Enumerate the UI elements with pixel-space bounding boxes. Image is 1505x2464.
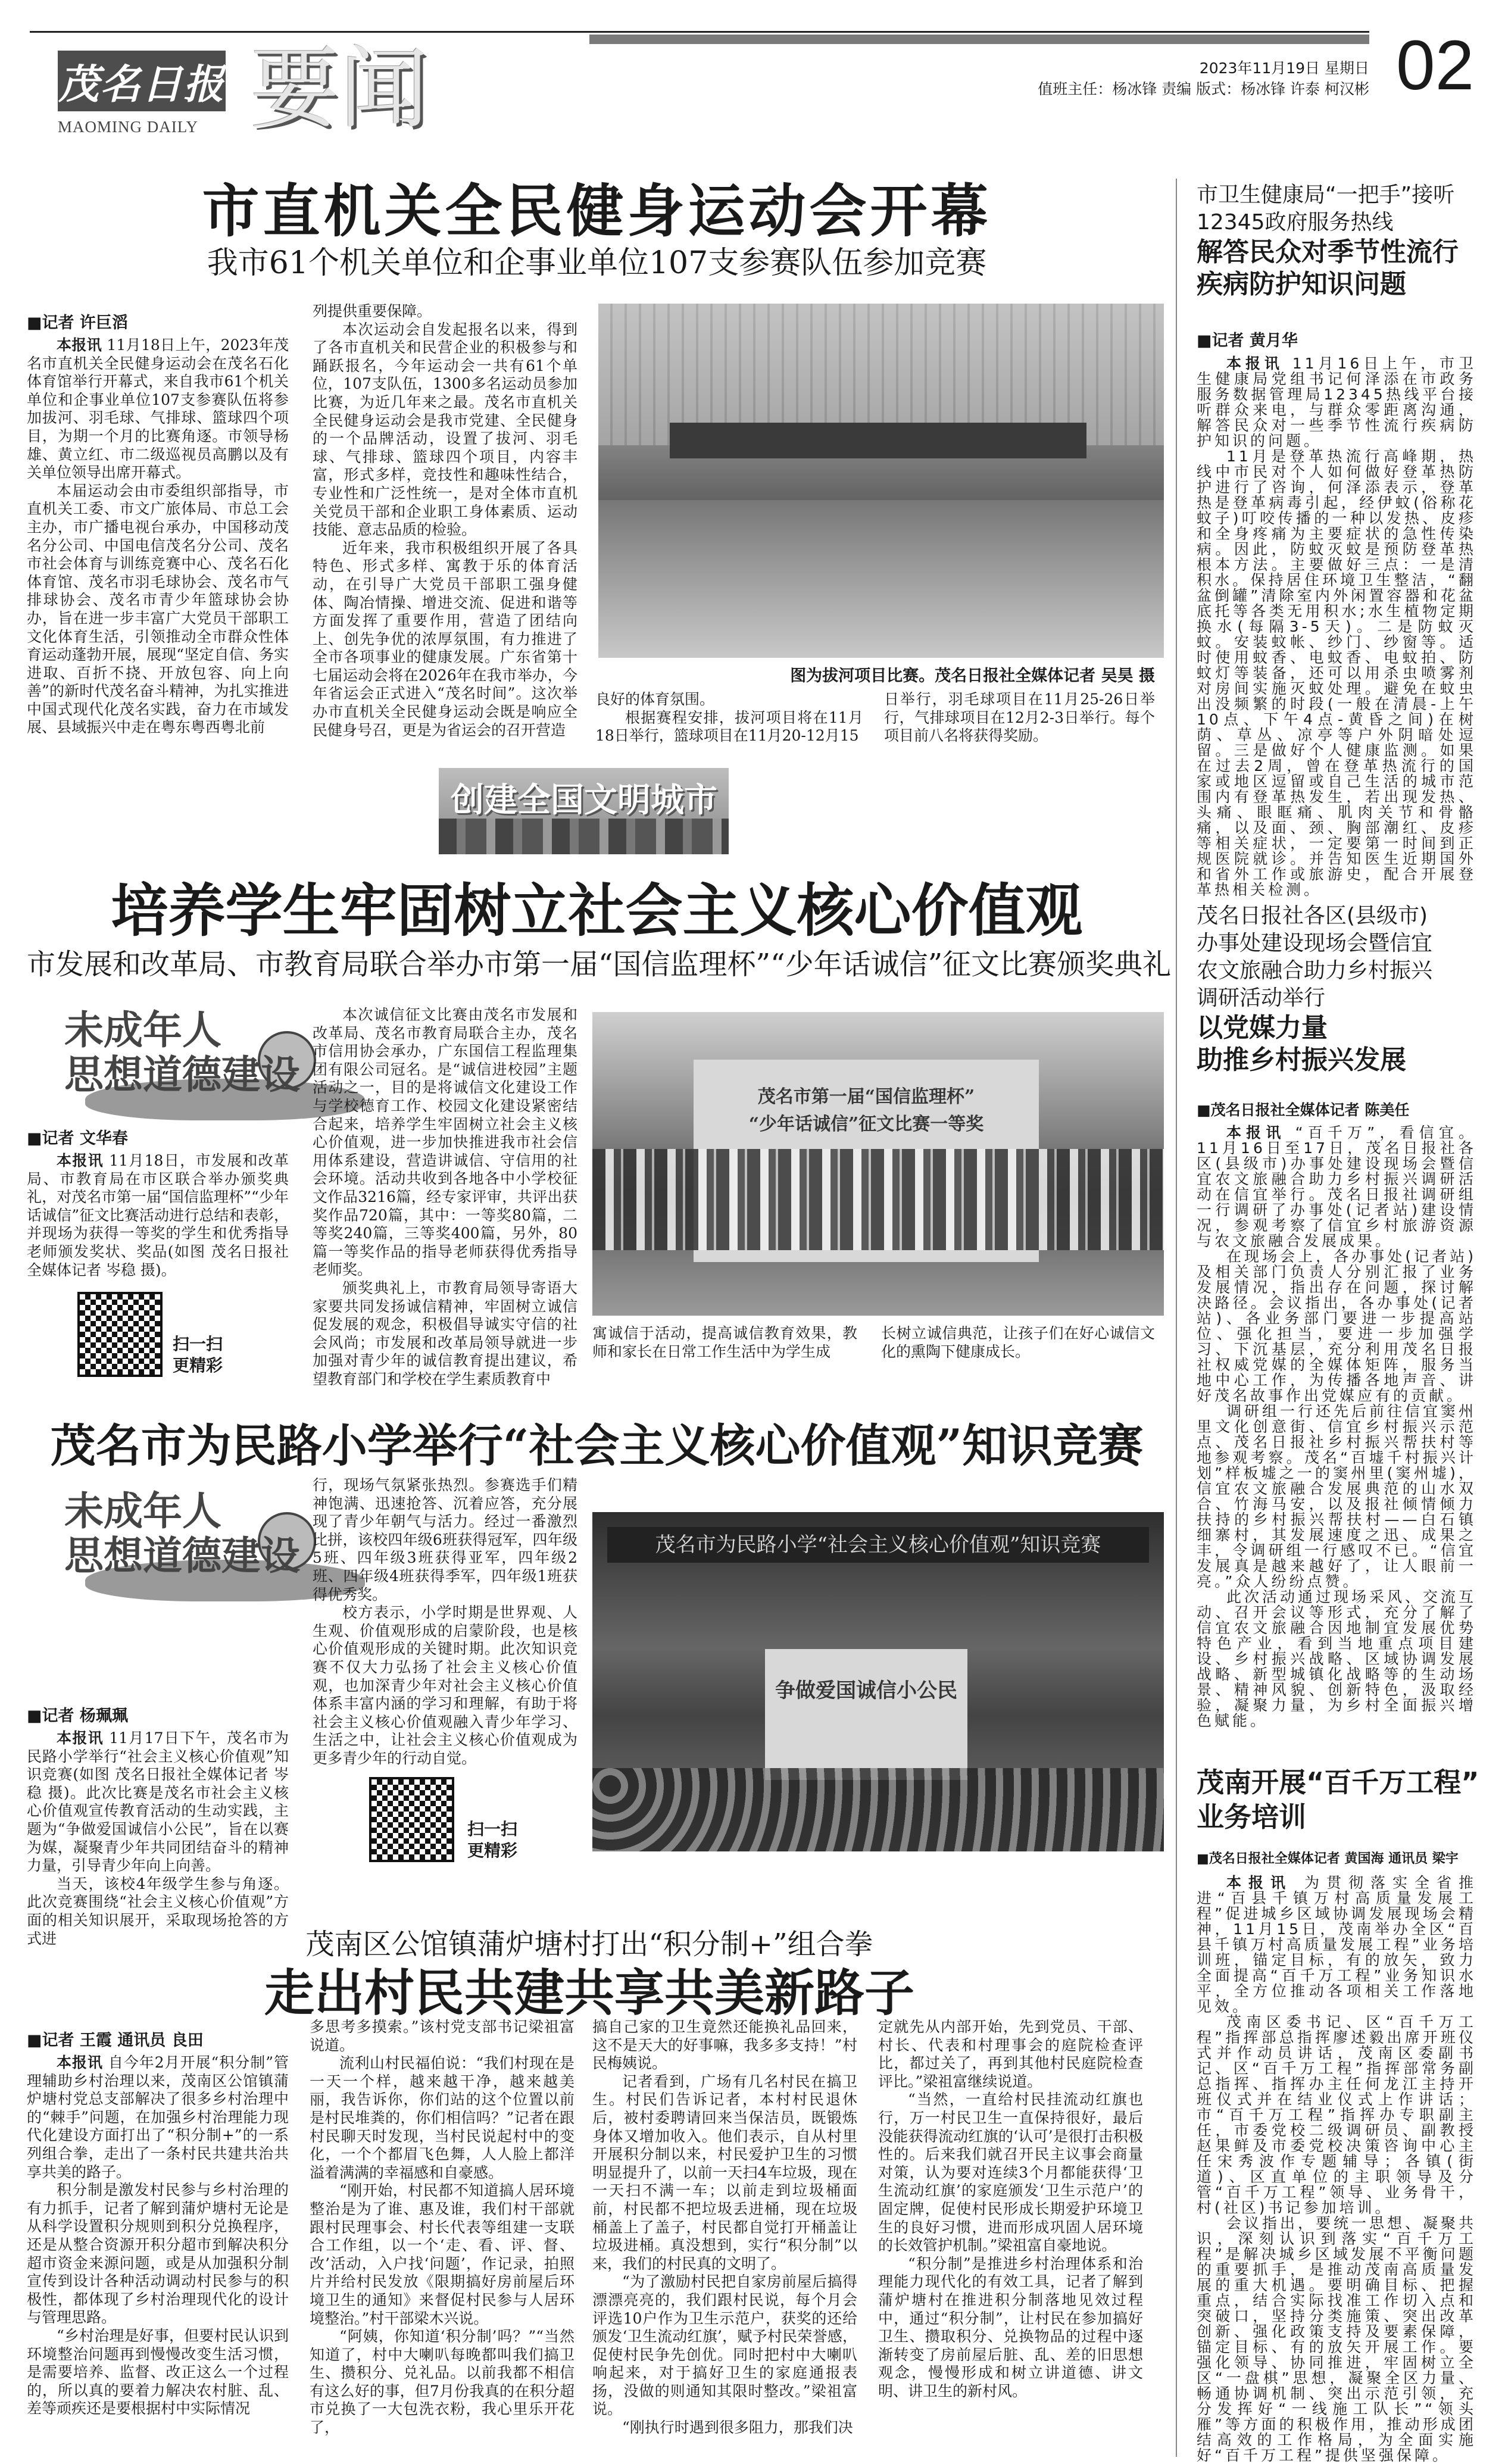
article1-subheadline: 我市61个机关单位和企事业单位107支参赛队伍参加竞赛 xyxy=(207,245,987,281)
paragraph: 长树立诚信典范，让孩子们在好心诚信文化的熏陶下健康成长。 xyxy=(881,1325,1155,1360)
article1-col3 xyxy=(595,691,863,745)
headline-line: 疾病防护知识问题 xyxy=(1197,269,1406,299)
newspaper-logo xyxy=(58,51,226,111)
headline-line: 解答民众对季节性流行 xyxy=(1197,237,1459,267)
column-divider xyxy=(1176,179,1177,2457)
paragraph: 行，现场气氛紧张热烈。参赛选手们精神饱满、迅速抢答、沉着应答，充分展现了青少年朝气与活力。经过一番激烈比拼，该校四年级6班获得冠军，四年级5班、四年级3班获得亚军，四年级2班、四年级4班获得季军，四年级1班获得优秀奖。 xyxy=(313,1476,577,1603)
article3-col1 xyxy=(27,1729,289,1948)
article2-headline: 培养学生牢固树立社会主义核心价值观 xyxy=(111,877,1083,944)
tug-of-war-photo xyxy=(598,304,1164,658)
sidebar-a-headline xyxy=(1197,182,1488,301)
paragraph: 积分制是激发村民参与乡村治理的有力抓手，记者了解到蒲炉塘村无论是从科学设置积分规则到积分兑换程序，还是从整合资源开积分超市到解决积分超市资金来源问题，或是从加强积分制宣传到设计各种活动调动村民参与的积极性，都体现了乡村治理现代化的设计与管理思路。 xyxy=(27,2181,289,2326)
logo-text: 茂名日报 xyxy=(58,60,225,108)
sidebar-c-headline xyxy=(1197,1765,1488,1834)
article4-byline: ■记者 王霞 通讯员 良田 xyxy=(27,2031,204,2050)
banner-text: 创建全国文明城市 xyxy=(451,781,717,820)
page-number: 02 xyxy=(1396,26,1475,105)
sidebar-b-body xyxy=(1197,1125,1476,1729)
paragraph: 近年来，我市积极组织开展了各具特色、形式多样、寓教于乐的体育活动，在引导广大党员干部职工强身健体、陶冶情操、增进交流、促进和谐等方面发挥了重要作用，营造了团结向上、创先争优的浓厚氛围，有力推进了全市各项事业的健康发展。广东省第十七届运动会将在2026年在我市举办，今年省运会正式进入“茂名时间”。这次举办市直机关全民健身运动会既是响应全民健身号召，更是为省运会的召开营造 xyxy=(313,539,577,739)
article4-headline: 走出村民共建共享共美新路子 xyxy=(264,1963,914,2022)
section-title: 要闻 xyxy=(250,38,429,141)
lead-text: 本报讯 xyxy=(1226,1874,1293,1891)
award-ceremony-photo xyxy=(592,1012,1164,1316)
sidebar-b-byline: ■茂名日报社全媒体记者 陈美任 xyxy=(1197,1101,1410,1119)
qr-label-line1: 扫一扫 xyxy=(173,1334,223,1354)
column-logo-line1: 未成年人 xyxy=(64,1488,221,1534)
kicker-line: 农文旅融合助力乡村振兴 xyxy=(1197,958,1433,983)
qr-code[interactable] xyxy=(369,1777,454,1862)
logo-english: MAOMING DAILY xyxy=(58,118,199,136)
paragraph: “刚执行时遇到很多阻力，那我们决 xyxy=(622,2419,853,2437)
sidebar-b-headline xyxy=(1197,902,1488,1076)
paragraph: 本报讯 11月16日上午，市卫生健康局党组书记何泽添在市政务服务数据管理局12345热线平台接听群众来电，与群众零距离沟通，解答民众对一些季节性流行疾病防护知识的问题。 xyxy=(1197,355,1476,449)
paragraph: 搞自己家的卫生竟然还能换礼品回来，这不是天大的好事嘛，我多多支持！”村民梅姨说。 xyxy=(592,2018,857,2072)
paragraph: 本届运动会由市委组织部指导，市直机关工委、市文广旅体局、市总工会主办，市广播电视台承办，中国移动茂名分公司、中国电信茂名分公司、茂名市社会体育与训练竞赛中心、茂名石化体育馆、茂名市羽毛球协会、茂名市气排球协会、茂名市青少年篮球协会协办，旨在进一步丰富广大党员干部职工文化体育生活，引领推动全市群众性体育运动蓬勃开展，展现“坚定自信、务实进取、百折不挠、开放包容、向上向善”的新时代茂名奋斗精神，为扎实推进中国式现代化茂名实践，奋力在市域发展、县域振兴中走在粤东粤西粤北前 xyxy=(27,482,289,736)
headline-line: 以党媒力量 xyxy=(1197,1013,1328,1043)
paragraph: 流利山村民福伯说：“我们村现在是一天一个样，越来越干净，越来越美丽，我告诉你，你们站的这个位置以前是村民堆粪的，你们相信吗？”记者在跟村民聊天时发现，当村民说起村中的变化，一个个都眉飞色舞，人人脸上都洋溢着满满的幸福感和自豪感。 xyxy=(310,2054,574,2181)
article4-col2 xyxy=(310,2018,574,2437)
paragraph: 良好的体育氛围。 xyxy=(595,691,715,708)
article1-byline: ■记者 许巨滔 xyxy=(27,314,128,332)
lead-text: 本报讯 xyxy=(1226,1124,1286,1141)
headline-line: 茂南开展“百千万工程” xyxy=(1197,1766,1479,1798)
article2-col2 xyxy=(313,1006,577,1388)
article3-headline: 茂名市为民路小学举行“社会主义核心价值观”知识竞赛 xyxy=(50,1419,1144,1472)
paragraph: 会议指出，要统一思想、凝聚共识，深刻认识到落实“百千万工程”是解决城乡区域发展不平衡问题的重要抓手，是推动茂南高质量发展的重大机遇。要明确目标、把握重点，结合实际找准工作切入点和突破口，坚持分类施策、突出改革创新、强化政策支持及要素保障，锚定目标、有的放矢开展工作。要强化领导、协同推进，牢固树立全区“一盘棋”思想，凝聚全区力量、畅通协调机制、突出示范引领，充分发挥好“一线施工队长”“领头雁”等方面的积极作用，推动形成团结高效的工作格局，为全面实施好“百千万工程”提供坚强保障。 xyxy=(1197,2215,1477,2464)
paragraph: 当天，该校4年级学生参与角逐。此次竞赛围绕“社会主义核心价值观”方面的相关知识展开，采取现场抢答的方式进 xyxy=(27,1875,289,1947)
qr-label xyxy=(173,1334,223,1376)
article4-col1 xyxy=(27,2054,289,2418)
photo-hall-banner: 茂名市为民路小学“社会主义核心价值观”知识竞赛 xyxy=(607,1527,1149,1563)
paragraph: 此次活动通过现场采风、交流互动、召开会议等形式，充分了解了信宜农文旅融合因地制宜发展优势特色产业，看到当地重点项目建设、乡村振兴战略、区域协调发展战略、新型城镇化战略等的生动场景、精神风貌、创新特色，汲取经验，凝聚力量，为乡村全面振兴增色赋能。 xyxy=(1197,1588,1477,1729)
article1-col1 xyxy=(27,336,289,737)
civilized-city-banner xyxy=(439,768,729,854)
paragraph: 寓诚信于活动，提高诚信教育效果，教师和家长在日常工作生活中为学生成 xyxy=(592,1325,857,1360)
paragraph: “阿姨，你知道‘积分制’吗？”“当然知道了，村中大喇叭每晚都叫我们搞卫生、攒积分、兑礼品。以前我都不相信有这么好的事，但7月份我真的在积分超市兑换了一大包洗衣粉，我心里乐开花了， xyxy=(310,2328,574,2437)
paragraph: 本报讯 11月18日上午，2023年茂名市直机关全民健身运动会在茂名石化体育馆举行开幕式，来自我市61个机关单位和企事业单位107支参赛队伍将参加拔河、羽毛球、气排球、篮球四个项目，为期一个月的比赛角逐。市领导杨雄、黄立红、市二级巡视员高鹏以及有关单位领导出席开幕式。 xyxy=(27,336,289,482)
paragraph: 本报讯 “百千万”，看信宜。11月16日至17日，茂名日报社各区(县级市)办事处建设现场会暨信宜农文旅融合助力乡村振兴调研活动在信宜举行。茂名日报社调研组一行调研了办事处(记者站)建设情况，参观考察了信宜乡村旅游资源与农文旅融合发展成果。 xyxy=(1197,1124,1476,1250)
paragraph: “乡村治理是好事，但要村民认识到环境整治问题再到慢慢改变生活习惯，是需要培养、监督、改正这么一个过程的，所以真的要着力解决农村脏、乱、差等顽疾还是要根据村中实际情况 xyxy=(27,2326,289,2418)
paragraph: 本报讯 11月17日下午，茂名市为民路小学举行“社会主义核心价值观”知识竞赛(如图 茂名日报社全媒体记者 岑稳 摄)。此次比赛是茂名市社会主义核心价值观宣传教育活动的生动实践，主题为“争做爱国诚信小公民”，旨在以赛为媒，凝聚青少年共同团结奋斗的精神力量，引导青少年向上向善。 xyxy=(27,1729,289,1875)
article1-col4 xyxy=(884,691,1155,745)
paragraph: “当然，一直给村民挂流动红旗也行，万一村民卫生一直保持很好，最后没能获得流动红旗的‘认可’是很打击积极性的。后来我们就召开民主议事会商量对策，认为要对连续3个月都能获得‘卫生流动红旗’的家庭颁发‘卫生示范户’的固定牌，促使村民形成长期爱护环境卫生的良好习惯，进而形成巩固人居环境的长效管护机制。”梁祖富自豪地说。 xyxy=(878,2091,1143,2254)
article2-col3 xyxy=(592,1325,857,1361)
article2-col1 xyxy=(27,1152,289,1279)
kicker-line: 办事处建设现场会暨信宜 xyxy=(1197,931,1433,955)
paragraph: 本报讯 11月18日，市发展和改革局、市教育局在市区联合举办颁奖典礼，对茂名市第一届“国信监理杯”“少年话诚信”征文比赛活动进行总结和表彰，并现场为获得一等奖的学生和优秀指导老师颁发奖状、奖品(如图 茂名日报社全媒体记者 岑稳 摄)。 xyxy=(27,1152,289,1279)
qr-code[interactable] xyxy=(77,1292,163,1377)
kicker-line: 12345政府服务热线 xyxy=(1197,210,1394,235)
top-rule xyxy=(30,31,1369,33)
paragraph: 本次运动会自发起报名以来，得到了各市直机关和民营企业的积极参与和踊跃报名，今年运动会一共有61个单位，107支队伍，1300多名运动员参加比赛，为近几年来之最。茂名市直机关全民健身运动会是我市党建、全民健身的一个品牌活动，设置了拔河、羽毛球、气排球、篮球四个项目，内容丰富，形式多样，竞技性和趣味性结合，专业性和广泛性统一，是对全体市直机关党员干部和企业职工身体素质、运动技能、意志品质的检验。 xyxy=(313,320,577,539)
paragraph: 列提供重要保障。 xyxy=(313,302,432,320)
article1-photo-caption: 图为拔河项目比赛。茂名日报社全媒体记者 吴昊 摄 xyxy=(790,667,1155,685)
article1-col2 xyxy=(313,302,577,739)
paragraph: 日举行，羽毛球项目在11月25-26日举行，气排球项目在12月2-3日举行。每个项目前八名将获得奖励。 xyxy=(884,691,1155,745)
kicker-line: 调研活动举行 xyxy=(1197,986,1326,1010)
screen-line2: “少年话诚信”征文比赛一等奖 xyxy=(748,1114,984,1135)
paragraph: 在现场会上，各办事处(记者站)及相关部门负责人分别汇报了业务发展情况，指出存在问题，探讨解决路径。会议指出，各办事处(记者站)、各业务部门要进一步提高站位、强化担当，要进一步加强学习、下沉基层，充分利用茂名日报社权威党媒的全媒体矩阵，服务当地中心工作，为传播各地声音、讲好茂名故事作出党媒应有的贡献。 xyxy=(1197,1248,1476,1404)
article4-col3 xyxy=(592,2018,857,2437)
column-logo-line1: 未成年人 xyxy=(64,1007,221,1053)
article1-headline: 市直机关全民健身运动会开幕 xyxy=(202,177,992,245)
paragraph: 多思考多摸索。”该村党支部书记梁祖富说道。 xyxy=(310,2018,574,2054)
sidebar-c-body xyxy=(1197,1875,1476,2463)
lead-text: 本报讯 xyxy=(57,1729,104,1747)
column-logo-line2: 思想道德建设 xyxy=(64,1052,300,1098)
lead-text: 本报讯 xyxy=(57,1152,104,1169)
issue-date: 2023年11月19日 星期日 xyxy=(1199,60,1369,77)
city-skyline-graphic xyxy=(439,819,729,854)
paragraph: 定就先从内部开始，先到党员、干部、村长、代表和村理事会的庭院检查评比，都过关了，再到其他村民庭院检查评比。”梁祖富继续说道。 xyxy=(878,2018,1143,2090)
editor-credits: 值班主任：杨冰锋 责编 版式：杨冰锋 许泰 柯汉彬 xyxy=(1038,80,1369,98)
article2-subheadline: 市发展和改革局、市教育局联合举办市第一届“国信监理杯”“少年话诚信”征文比赛颁奖典礼 xyxy=(27,948,1172,981)
lead-text: 本报讯 xyxy=(57,336,102,354)
paragraph: “积分制”是推进乡村治理体系和治理能力现代化的有效工具，记者了解到蒲炉塘村在推进积分制落地见效过程中，通过“积分制”，让村民在参加搞好卫生、攒取积分、兑换物品的过程中逐渐转变了房前屋后脏、乱、差的旧思想观念，慢慢形成和树立讲道德、讲文明、讲卫生的新村风。 xyxy=(878,2254,1143,2400)
paragraph: 茂南区委书记、区“百千万工程”指挥部总指挥廖述毅出席开班仪式并作动员讲话，茂南区委副书记、区“百千万工程”指挥部常务副总指挥、指挥办主任何龙江主持开班仪式并在结业仪式上作讲话；市“百千万工程”指挥办专职副主任，市委党校二级调研员、副教授赵果鲜及市委党校决策咨询中心主任宋秀波作专题辅导；各镇(街道)、区直单位的主职领导及分管“百千万工程”领导、业务骨干，村(社区)书记参加培训。 xyxy=(1197,2013,1476,2216)
sidebar-a-byline: ■记者 黄月华 xyxy=(1197,332,1298,350)
paragraph: 记者看到，广场有几名村民在搞卫生。村民们告诉记者，本村村民退休后，被村委聘请回来当保洁员，既锻炼身体又增加收入。他们表示，自从村里开展积分制以来，村民爱护卫生的习惯明显提升了，以前一天扫4车垃圾，现在一天扫不满一车；以前走到垃圾桶面前，村民都不把垃圾丢进桶，现在垃圾桶盖上了盖子，村民都自觉打开桶盖让垃圾进桶。真没想到，实行“积分制”以来，我们的村民真的文明了。 xyxy=(592,2072,857,2272)
qr-label-line1: 扫一扫 xyxy=(467,1819,518,1839)
article3-col2 xyxy=(313,1476,577,1768)
article4-kicker: 茂南区公馆镇蒲炉塘村打出“积分制+”组合拳 xyxy=(305,1928,873,1961)
screen-line1: 茂名市第一届“国信监理杯” xyxy=(757,1086,975,1107)
sidebar-c-byline: ■茂名日报社全媒体记者 黄国海 通讯员 梁宇 xyxy=(1197,1851,1459,1866)
headline-line: 业务培训 xyxy=(1197,1801,1306,1833)
lead-text: 本报讯 xyxy=(1226,355,1284,372)
qr-label-line2: 更精彩 xyxy=(467,1841,518,1860)
article2-byline: ■记者 文华春 xyxy=(27,1129,128,1148)
kicker-line: 市卫生健康局“一把手”接听 xyxy=(1197,183,1455,207)
paragraph: 校方表示，小学时期是世界观、人生观、价值观形成的启蒙阶段，也是核心价值观形成的关键时期。此次知识竞赛不仅大力弘扬了社会主义核心价值观，也加深青少年对社会主义核心价值体系丰富内涵的学习和理解，有助于将社会主义核心价值观融入青少年学习、生活之中，让社会主义核心价值观成为更多青少年的行动自觉。 xyxy=(313,1604,577,1767)
kicker-line: 茂名日报社各区(县级市) xyxy=(1197,904,1428,928)
article3-byline: ■记者 杨珮珮 xyxy=(27,1707,128,1725)
paragraph: 根据赛程安排，拔河项目将在11月18日举行，篮球项目在11月20-12月15 xyxy=(595,708,863,745)
paragraph: 颁奖典礼上，市教育局领导寄语大家要共同发扬诚信精神，牢固树立诚信促发展的观念，积极倡导诚实守信的社会风尚；市发展和改革局领导就进一步加强对青少年的诚信教育提出建议，希望教育部门和学校在学生素质教育中 xyxy=(313,1279,577,1388)
paragraph: “刚开始，村民都不知道搞人居环境整治是为了谁、惠及谁，我们村干部就跟村民理事会、村长代表等组建一支联合工作组，以一个‘走、看、评、督、改’活动，入户找‘问题’，作记录，拍照片并给村民发放《限期搞好房前屋后环境卫生的通知》来督促村民参与人居环境整治。”村干部梁木兴说。 xyxy=(310,2182,574,2327)
article2-col4 xyxy=(881,1325,1155,1361)
qr-label xyxy=(467,1819,517,1862)
headline-line: 助推乡村振兴发展 xyxy=(1197,1045,1406,1075)
header-bar xyxy=(589,35,1369,44)
lead-text: 本报讯 xyxy=(57,2054,103,2071)
paragraph: 调研组一行还先后前往信宜窦州里文化创意街、信宜乡村振兴示范点、茂名日报社乡村振兴帮扶村等地参观考察。茂名“百墟千村振兴计划”样板墟之一的窦州里(窦州墟)，信宜农文旅融合发展典范的山水双合、竹海马安，以及报社倾情倾力扶持的乡村振兴帮扶村——白石镇细寨村，其发展速度之迅、成果之丰，令调研组一行感叹不已。“信宜发展真是越来越好了，让人眼前一亮。”众人纷纷点赞。 xyxy=(1197,1403,1477,1590)
sidebar-a-body xyxy=(1197,356,1476,898)
article4-col4 xyxy=(878,2018,1143,2400)
paragraph: 本报讯 为贯彻落实全省推进“百县千镇万村高质量发展工程”促进城乡区域协调发展现场会精神，11月15日，茂南举办全区“百县千镇万村高质量发展工程”业务培训班，锚定目标，有的放矢，致力全面提高“百千万工程”业务知识水平，全方位推动各项相关工作落地见效。 xyxy=(1197,1874,1476,2015)
paragraph: 本次诚信征文比赛由茂名市发展和改革局、茂名市教育局联合主办，茂名市信用协会承办，广东国信工程监理集团有限公司冠名。是“诚信进校园”主题活动之一，目的是将诚信文化建设工作与学校德育工作、校园文化建设紧密结合起来，培养学生牢固树立社会主义核心价值观，进一步加快推进我市社会信用体系建设，营造讲诚信、守信用的社会环境。活动共收到各地各中小学校征文作品3216篇，经专家评审，共评出获奖作品720篇，其中：一等奖80篇，二等奖240篇，三等奖400篇，另外，80篇一等奖作品的指导老师获得优秀指导老师奖。 xyxy=(313,1006,577,1279)
qr-label-line2: 更精彩 xyxy=(173,1356,223,1375)
knowledge-contest-photo xyxy=(592,1512,1164,1851)
paragraph: 本报讯 自今年2月开展“积分制”管理辅助乡村治理以来，茂南区公馆镇蒲炉塘村党总支部解决了很多乡村治理中的“棘手”问题，在加强乡村治理能力现代化建设方面打出了“积分制+”的一系列组合拳，走出了一条村民共建共治共享共美的路子。 xyxy=(27,2054,289,2181)
stage-screen: 争做爱国诚信小公民 xyxy=(765,1649,967,1780)
paragraph: “为了激励村民把自家房前屋后搞得漂漂亮亮的，我们跟村民说，每个月会评选10户作为卫生示范户，获奖的还给颁发‘卫生流动红旗’，赋予村民荣誉感，促使村民争先创优。同时把村中大喇叭响起来，对于搞好卫生的家庭通报表扬，没做的则通知其限时整改。”梁祖富说。 xyxy=(592,2273,857,2418)
column-logo-line2: 思想道德建设 xyxy=(64,1533,300,1579)
paragraph: 11月是登革热流行高峰期，热线中市民对个人如何做好登革热防护进行了咨询，何泽添表示，登革热是登革病毒引起，经伊蚊(俗称花蚊子)叮咬传播的一种以发热、皮疹和全身疼痛为主要症状的急性传染病。因此，防蚊灭蚊是预防登革热根本方法。主要做好三点：一是清积水。保持居住环境卫生整洁，“翻盆倒罐”清除室内外闲置容器和花盆底托等各类无用积水;水生植物定期换水(每隔3-5天)。二是防蚊灭蚊。安装蚊帐、纱门、纱窗等。适时使用蚊香、电蚊香、电蚊拍、防蚊灯等装备，还可以用杀虫喷雾剂对房间实施灭蚊处理。避免在蚊虫出没频繁的时段(一般在清晨-上午10点、下午4点-黄昏之间)在树荫、草丛、凉亭等户外阴暗处逗留。三是做好个人健康监测。如果在过去2周，曾在登革热流行的国家或地区逗留或自己生活的城市范围内有登革热发生，若出现发热、头痛、眼眶痛、肌肉关节和骨骼痛，以及面、颈、胸部潮红、皮疹等相关症状，一定要第一时间到正规医院就诊。并告知医生近期国外和省外工作或旅游史，配合开展登革热相关检测。 xyxy=(1197,448,1476,898)
